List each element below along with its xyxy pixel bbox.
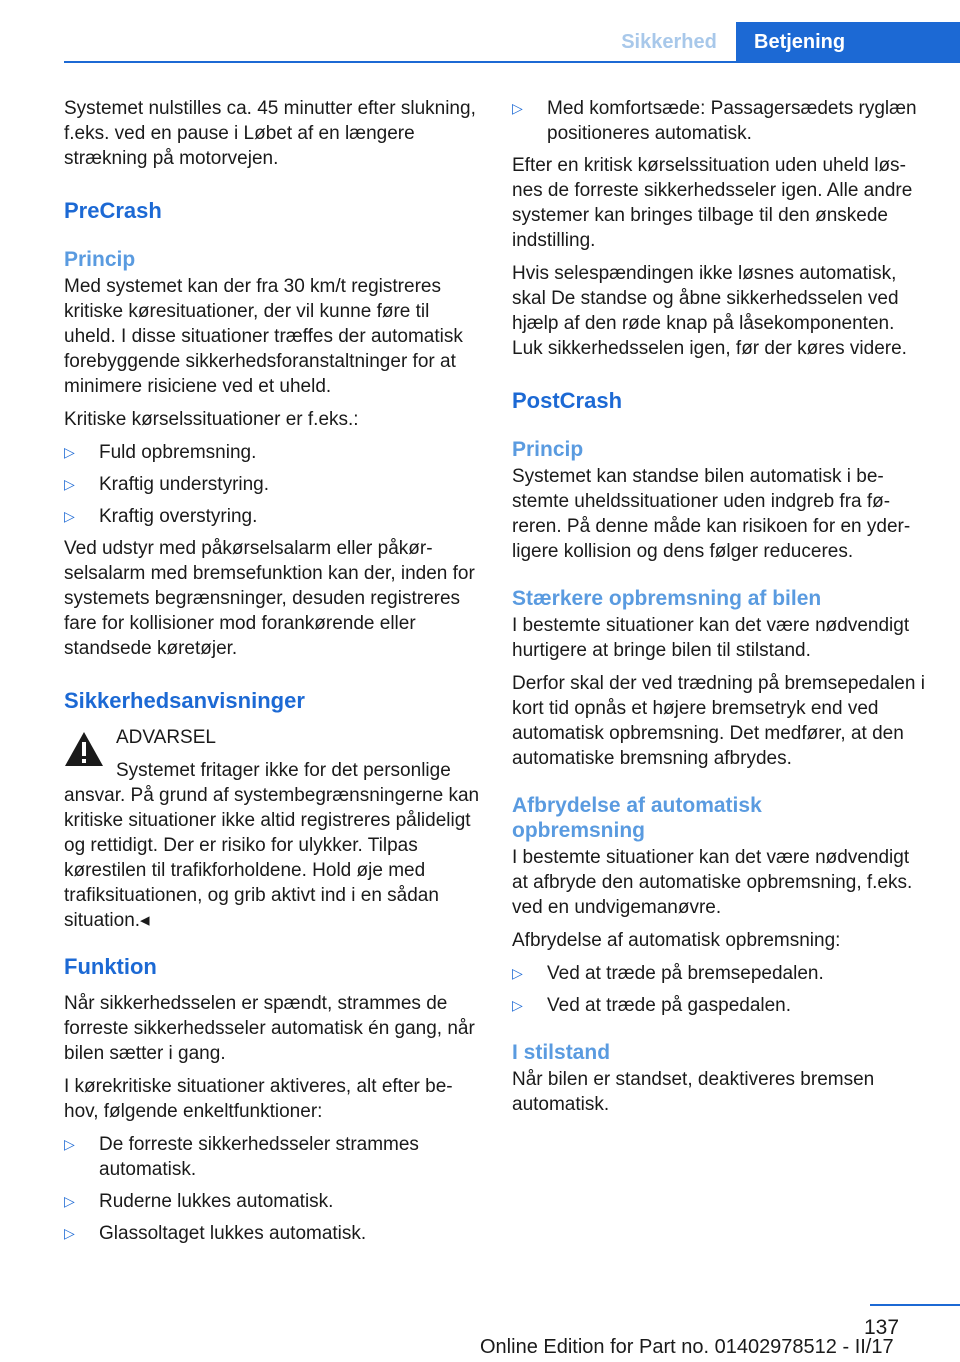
- efter-paragraph: Efter en kritisk kørselssituation uden uheld løsnes de forreste sikkerhedsseler igen. Alle andre systemer kan bringes tilbage til den ønskede indstilling.: [512, 155, 913, 251]
- funktion-list: [64, 1132, 480, 1246]
- list-item: ▷ Med komfortsæde: Passagersædets ryglæn positioneres automatisk.: [512, 98, 917, 144]
- precrash-heading: PreCrash: [64, 198, 162, 223]
- triangle-bullet-icon: ▷: [64, 1193, 75, 1209]
- afbrydelse-heading: Afbrydelse af automatisk opbremsning: [512, 794, 762, 842]
- warning-icon: [64, 731, 104, 767]
- header-bar: [0, 0, 960, 62]
- warning-paragraph: Systemet fritager ikke for det personlige ansvar. På grund af systembegrænsningerne kan kritiske situationer ikke altid registreres pålideligt og rettidigt. Der er risiko for ulykker. Tilpas kørestilen til trafikforholdene. Hold øje med trafiksituationen, og grib aktivt ind i en sådan situation.◂: [64, 760, 480, 931]
- funktion-heading: Funktion: [64, 954, 157, 979]
- triangle-bullet-icon: ▷: [64, 508, 75, 524]
- list-item: ▷ Kraftig understyring.: [64, 474, 270, 495]
- stilstand-paragraph: Når bilen er standset, deaktiveres bremsen automatisk.: [512, 1069, 875, 1115]
- list-item: ▷ Ved at træde på gaspedalen.: [512, 995, 792, 1016]
- edition-footer: Online Edition for Part no. 01402978512 - II/17: [480, 1336, 894, 1358]
- udstyr-paragraph: Ved udstyr med påkørselsalarm eller påkørselsalarm med bremsefunktion kan der, inden for systemets begrænsninger, desuden registreres fare for kollisioner mod forankørende eller standsede køretøjer.: [64, 538, 475, 659]
- list-item: ▷ Ruderne lukkes automatisk.: [64, 1191, 334, 1212]
- tab-betjening[interactable]: Betjening: [736, 22, 960, 62]
- staerkere-paragraph-2: Derfor skal der ved trædning på bremsepedalen i kort tid opnås et højere bremsetryk end ved automatisk opbremsning. Det medfører, at den automatiske bremsning afbrydes.: [512, 673, 925, 769]
- footer-divider: [870, 1304, 960, 1306]
- princip-heading: Princip: [64, 248, 136, 271]
- komfort-list: [512, 96, 928, 146]
- tab-sikkerhed[interactable]: Sikkerhed: [603, 22, 735, 62]
- triangle-bullet-icon: ▷: [512, 997, 523, 1013]
- warning-title: ADVARSEL: [116, 727, 216, 748]
- staerkere-heading: Stærkere opbremsning af bilen: [512, 587, 822, 610]
- header-divider: [64, 61, 960, 63]
- left-column: [64, 96, 480, 1253]
- triangle-bullet-icon: ▷: [64, 1225, 75, 1241]
- list-item: ▷ De forreste sikkerhedsseler strammes automatisk.: [64, 1134, 419, 1180]
- afbrydelse-paragraph-2: Afbrydelse af automatisk opbremsning:: [512, 930, 841, 951]
- list-item: ▷ Ved at træde på bremsepedalen.: [512, 963, 824, 984]
- princip-heading: Princip: [512, 438, 584, 461]
- triangle-bullet-icon: ▷: [64, 1136, 75, 1152]
- hvis-paragraph: Hvis selespændingen ikke løsnes automatisk, skal De standse og åbne sikkerhedsselen ved hjælp af den røde knap på låsekomponenten. Luk sikkerhedsselen igen, før der køres videre.: [512, 263, 907, 359]
- postcrash-princip-paragraph: Systemet kan standse bilen automatisk i bestemte uheldssituationer uden indgreb fra føreren. På denne måde kan risikoen for en yderligere kollision og dens følger reduceres.: [512, 466, 911, 562]
- kritiske-intro: Kritiske kørselssituationer er f.eks.:: [64, 409, 359, 430]
- sikkerhedsanvisninger-heading: Sikkerhedsanvisninger: [64, 688, 305, 713]
- list-item: ▷ Glassoltaget lukkes automatisk.: [64, 1223, 367, 1244]
- warning-block: [64, 725, 480, 933]
- triangle-bullet-icon: ▷: [64, 444, 75, 460]
- right-column: [512, 96, 928, 1125]
- korekritiske-paragraph: I kørekritiske situationer aktiveres, alt efter behov, følgende enkeltfunktioner:: [64, 1076, 453, 1122]
- list-item: ▷ Kraftig overstyring.: [64, 506, 258, 527]
- page-number: 137: [864, 1316, 900, 1339]
- stilstand-heading: I stilstand: [512, 1041, 611, 1064]
- staerkere-paragraph-1: I bestemte situationer kan det være nødvendigt hurtigere at bringe bilen til stilstand.: [512, 615, 910, 661]
- afbrydelse-paragraph-1: I bestemte situationer kan det være nødvendigt at afbryde den automatiske opbremsning, f.eks. ved en undvigemanøvre.: [512, 847, 913, 918]
- afbrydelse-list: [512, 961, 928, 1018]
- triangle-bullet-icon: ▷: [512, 100, 523, 116]
- triangle-bullet-icon: ▷: [64, 476, 75, 492]
- postcrash-heading: PostCrash: [512, 388, 623, 413]
- intro-paragraph: Systemet nulstilles ca. 45 minutter efter slukning, f.eks. ved en pause i Løbet af en længere strækning på motorvejen.: [64, 98, 476, 169]
- list-item: ▷ Fuld opbremsning.: [64, 442, 257, 463]
- funktion-paragraph: Når sikkerhedsselen er spændt, strammes de forreste sikkerhedsseler automatisk én gang, når bilen sætter i gang.: [64, 993, 475, 1064]
- princip-paragraph: Med systemet kan der fra 30 km/t registreres kritiske køresituationer, der vil kunne føre til uheld. I disse situationer træffes der automatisk forebyggende sikkerhedsforanstaltninger for at minimere risiciene ved et uheld.: [64, 276, 463, 397]
- kritiske-list: [64, 440, 480, 529]
- triangle-bullet-icon: ▷: [512, 965, 523, 981]
